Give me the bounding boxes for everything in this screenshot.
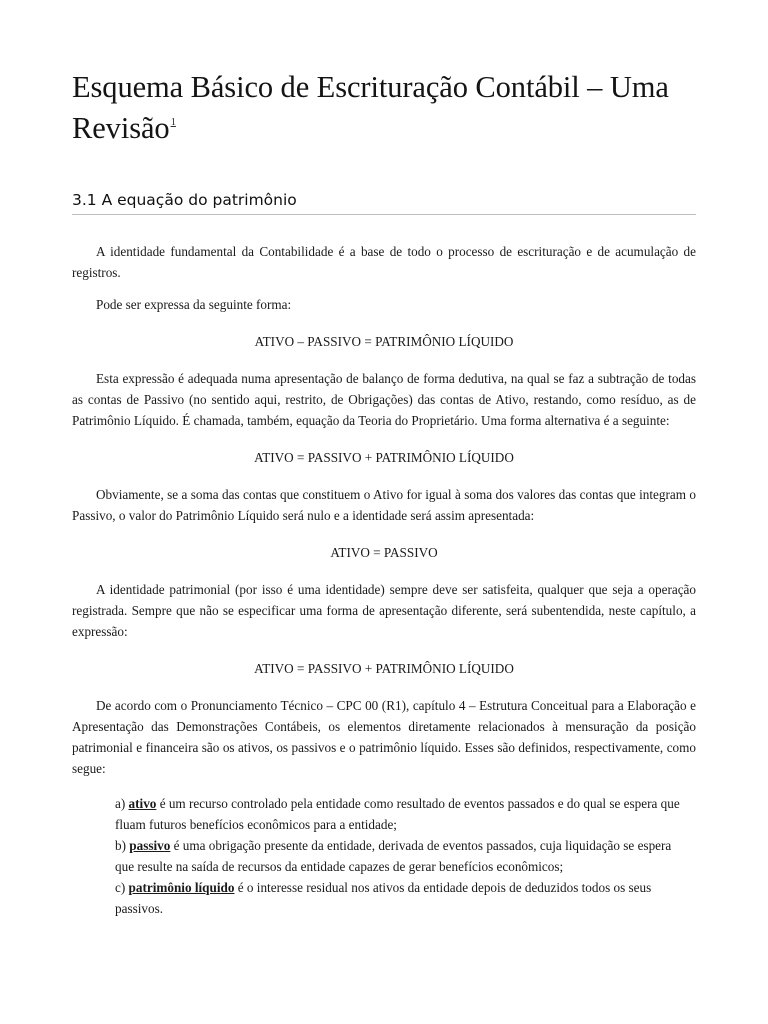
definition-term: patrimônio líquido: [128, 880, 235, 895]
document-page: [72, 70, 696, 919]
definition-prefix: c): [115, 880, 129, 895]
equation-4: ATIVO = PASSIVO + PATRIMÔNIO LÍQUIDO: [254, 661, 514, 676]
paragraph-3: Esta expressão é adequada numa apresentação de balanço de forma dedutiva, na qual se faz a subtração de todas as contas de Passivo (no sentido aqui, restrito, de Obrigações) das contas de Ativo, restando, como resíduo, as de Patrimônio Líquido. É chamada, também, equação da Teoria do Proprietário. Uma forma alternativa é a seguinte:: [72, 371, 696, 428]
paragraph-2: Pode ser expressa da seguinte forma:: [96, 297, 292, 312]
paragraph-1: A identidade fundamental da Contabilidade é a base de todo o processo de escrituração e de acumulação de registros.: [72, 244, 696, 280]
equation-3: ATIVO = PASSIVO: [330, 545, 438, 560]
paragraph-6: De acordo com o Pronunciamento Técnico – CPC 00 (R1), capítulo 4 – Estrutura Conceitual para a Elaboração e Apresentação das Demonstrações Contábeis, os elementos diretamente relacionados à mensuração da posição patrimonial e financeira são os ativos, os passivos e o patrimônio líquido. Esses são definidos, respectivamente, como segue:: [72, 698, 696, 776]
definition-item-passivo: [115, 835, 685, 877]
title-text: Esquema Básico de Escrituração Contábil – Uma Revisão: [72, 70, 669, 145]
equation-1: ATIVO – PASSIVO = PATRIMÔNIO LÍQUIDO: [254, 334, 514, 349]
document-title: [72, 70, 696, 146]
section-heading: 3.1 A equação do patrimônio: [72, 190, 696, 215]
definition-text: é uma obrigação presente da entidade, derivada de eventos passados, cuja liquidação se espera que resulte na saída de recursos da entidade capazes de gerar benefícios econômicos;: [115, 838, 672, 874]
definition-text: é o interesse residual nos ativos da entidade depois de deduzidos todos os seus passivos.: [115, 880, 652, 916]
paragraph-4: Obviamente, se a soma das contas que constituem o Ativo for igual à soma dos valores das contas que integram o Passivo, o valor do Patrimônio Líquido será nulo e a identidade será assim apresentada:: [72, 487, 696, 523]
definition-item-patrimonio-liquido: [115, 877, 685, 919]
body-text: [72, 241, 696, 919]
definition-term: ativo: [128, 796, 157, 811]
definition-term: passivo: [129, 838, 171, 853]
equation-2: ATIVO = PASSIVO + PATRIMÔNIO LÍQUIDO: [254, 450, 514, 465]
definition-list: [115, 793, 685, 919]
footnote-link[interactable]: 1: [170, 116, 176, 128]
paragraph-5: A identidade patrimonial (por isso é uma identidade) sempre deve ser satisfeita, qualquer que seja a operação registrada. Sempre que não se especificar uma forma de apresentação diferente, será subentendida, neste capítulo, a expressão:: [72, 582, 696, 639]
definition-text: é um recurso controlado pela entidade como resultado de eventos passados e do qual se espera que fluam futuros benefícios econômicos para a entidade;: [115, 796, 680, 832]
definition-prefix: a): [115, 796, 129, 811]
definition-prefix: b): [115, 838, 130, 853]
definition-item-ativo: [115, 793, 685, 835]
